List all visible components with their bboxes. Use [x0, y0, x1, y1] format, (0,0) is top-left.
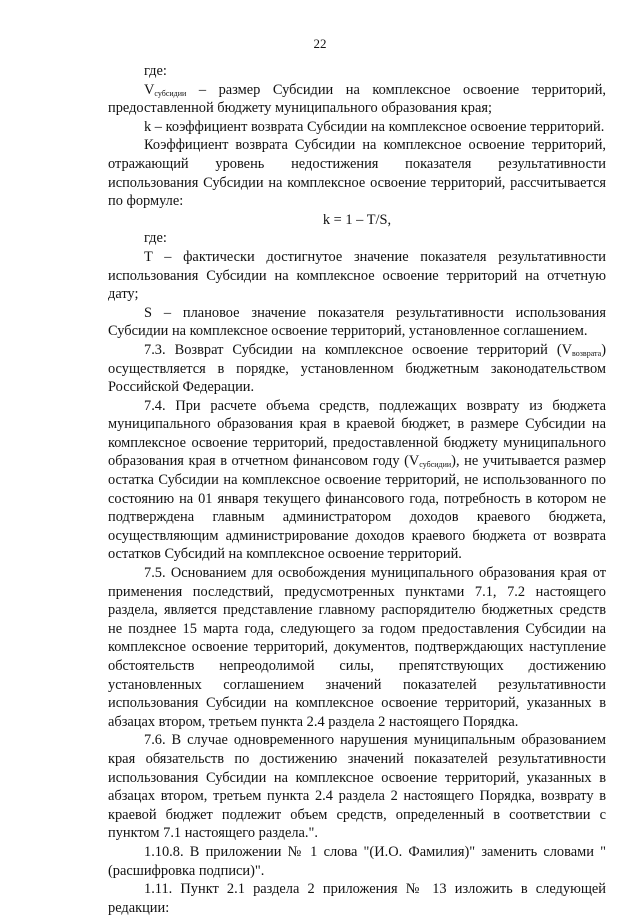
v-return-subscript: возврата	[572, 348, 602, 358]
paragraph-where-1: где:	[144, 63, 167, 79]
paragraph-return-coefficient: Коэффициент возврата Субсидии на комплексное освоение территорий, отражающий уровень недостижения показателя результативности использования Субсидии на комплексное освоение территорий, рассчитывается по формуле:	[108, 137, 606, 210]
formula: k = 1 – T/S,	[322, 211, 392, 228]
v-subscript: субсидии	[154, 88, 187, 98]
paragraph-1-11: 1.11. Пункт 2.1 раздела 2 приложения № 13 изложить в следующей редакции:	[108, 881, 606, 916]
p7-4-text-start: 7.4. При расчете объема средств, подлежащих возврату из бюджета муниципального образования края в краевой бюджет, в размере Субсидии на комплексное освоение территорий, предоставленной бюджету муниципального образования края в отчетном финансовом году (V	[108, 397, 606, 470]
p7-4-text-end: ), не учитывается размер остатка Субсидии на комплексное освоение территорий, не использованного по состоянию на 01 января текущего финансового года, потребность в котором не подтверждена главным администратором доходов краевого бюджета, осуществляющим администрирование доходов краевого бюджета от возврата остатков Субсидий на комплексное освоение территорий.	[108, 453, 606, 563]
p7-3-text-end: ) осуществляется в порядке, установленном бюджетным законодательством Российской Федерации.	[108, 341, 606, 396]
paragraph-k-definition: k – коэффициент возврата Субсидии на комплексное освоение территорий.	[144, 118, 605, 135]
paragraph-1-10-8: 1.10.8. В приложении № 1 слова "(И.О. Фамилия)" заменить словами "(расшифровка подписи)".	[108, 843, 606, 879]
paragraph-7-5: 7.5. Основанием для освобождения муниципального образования края от применения последствий, предусмотренных пунктами 7.1, 7.2 настоящего раздела, является представление главному распорядителю бюджетных средств не позднее 15 марта года, следующего за годом предоставления Субсидии на комплексное освоение территорий, документов, подтверждающих наступление обстоятельств непреодолимой силы, препятствующих достижению установленных соглашением значений показателей результативности использования Субсидии на комплексное освоение территорий, указанных в абзацах втором, третьем пункта 2.4 раздела 2 настоящего Порядка.	[108, 565, 606, 730]
v-symbol: V	[144, 81, 155, 98]
v-subsidy-definition: – размер Субсидии на комплексное освоение территорий, предоставленной бюджету муниципального образования края;	[108, 81, 606, 117]
paragraph-7-6: 7.6. В случае одновременного нарушения муниципальным образованием края обязательств по достижению значений показателей результативности использования Субсидии на комплексное освоение территорий, указанных в абзацах втором, третьем пункта 2.4 раздела 2 настоящего Порядка, возврату в краевой бюджет подлежит объем средств, определенный в соответствии с пунктом 7.1 настоящего раздела.".	[108, 732, 606, 842]
v-subsidy-subscript: субсидии	[419, 460, 452, 470]
paragraph-7-3	[108, 341, 606, 397]
paragraph-t-definition: T – фактически достигнутое значение показателя результативности использования Субсидии на комплексное освоение территорий на отчетную дату;	[108, 248, 606, 303]
p7-3-text-start: 7.3. Возврат Субсидии на комплексное освоение территорий (V	[144, 341, 573, 358]
paragraph-7-4	[108, 397, 606, 564]
page-number: 22	[313, 36, 327, 51]
document-body	[108, 62, 606, 917]
paragraph-v-subsidy	[108, 81, 606, 118]
paragraph-where-2: где:	[144, 230, 167, 247]
paragraph-s-definition: S – плановое значение показателя результативности использования Субсидии на комплексное освоение территорий, установленное соглашением.	[108, 304, 606, 340]
